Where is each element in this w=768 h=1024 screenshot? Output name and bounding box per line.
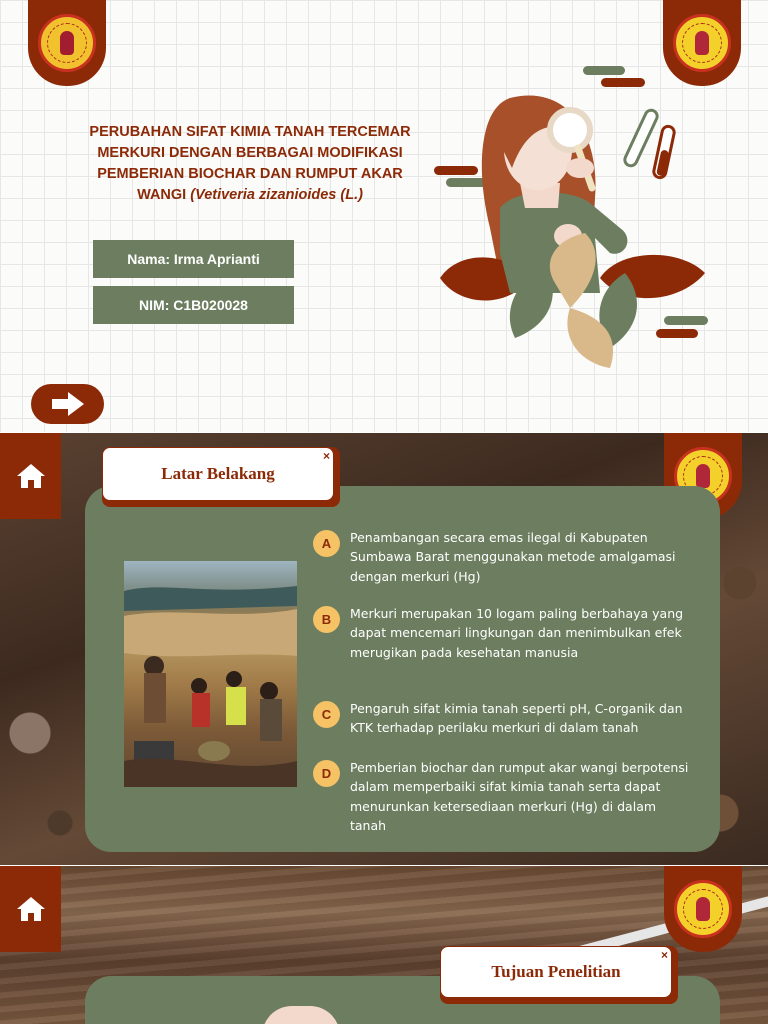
home-button[interactable] (0, 433, 61, 519)
faculty-emblem-icon (674, 880, 732, 938)
background-point (313, 604, 705, 682)
point-letter: A (313, 530, 340, 557)
point-letter: B (313, 606, 340, 633)
point-text: Penambangan secara emas ilegal di Kabupaten Sumbawa Barat menggunakan metode amalgamasi dengan merkuri (Hg) (350, 530, 676, 584)
university-logo-tab (28, 0, 106, 86)
scientist-illustration (420, 78, 720, 378)
next-slide-button[interactable] (31, 384, 104, 424)
presentation-title (72, 122, 428, 206)
faculty-logo-tab (664, 866, 742, 952)
faculty-emblem-icon (673, 14, 731, 72)
point-text: Pengaruh sifat kimia tanah seperti pH, C-organik dan KTK terhadap perilaku merkuri di dalam tanah (350, 701, 683, 736)
home-button[interactable] (0, 866, 61, 952)
point-text: Merkuri merupakan 10 logam paling berbahaya yang dapat mencemari lingkungan dan menimbulkan efek merugikan pada kesehatan manusia (350, 606, 684, 660)
title-slide (0, 0, 768, 432)
test-tubes-icon (623, 108, 675, 178)
section-heading: Latar Belakang (102, 447, 334, 501)
title-line: MERKURI DENGAN BERBAGAI MODIFIKASI (97, 145, 403, 161)
objective-slide (0, 866, 768, 1024)
title-line: WANGI (Vetiveria zizanioides (L.) (137, 187, 363, 203)
mining-photo (124, 561, 297, 787)
title-line: PEMBERIAN BIOCHAR DAN RUMPUT AKAR (97, 166, 403, 182)
background-point (313, 699, 705, 739)
arrow-right-icon (48, 389, 88, 419)
decor-pill (583, 66, 625, 75)
faculty-logo-tab (663, 0, 741, 86)
close-icon[interactable]: × (660, 948, 668, 962)
background-point (313, 528, 705, 588)
background-slide (0, 433, 768, 865)
student-name-box: Nama: Irma Aprianti (93, 240, 294, 278)
home-icon (15, 894, 47, 924)
point-text: Pemberian biochar dan rumput akar wangi berpotensi dalam memperbaiki sifat kimia tanah serta dapat menurunkan ketersediaan merkuri (Hg) di dalam tanah (350, 760, 689, 833)
close-icon[interactable]: × (322, 449, 330, 463)
home-icon (15, 461, 47, 491)
student-id-box: NIM: C1B020028 (93, 286, 294, 324)
title-line: PERUBAHAN SIFAT KIMIA TANAH TERCEMAR (89, 124, 411, 140)
point-letter: D (313, 760, 340, 787)
university-emblem-icon (38, 14, 96, 72)
section-heading-card (102, 447, 340, 507)
background-point (313, 758, 705, 836)
point-letter: C (313, 701, 340, 728)
section-heading-card (440, 946, 678, 1004)
section-heading: Tujuan Penelitian (440, 946, 672, 998)
